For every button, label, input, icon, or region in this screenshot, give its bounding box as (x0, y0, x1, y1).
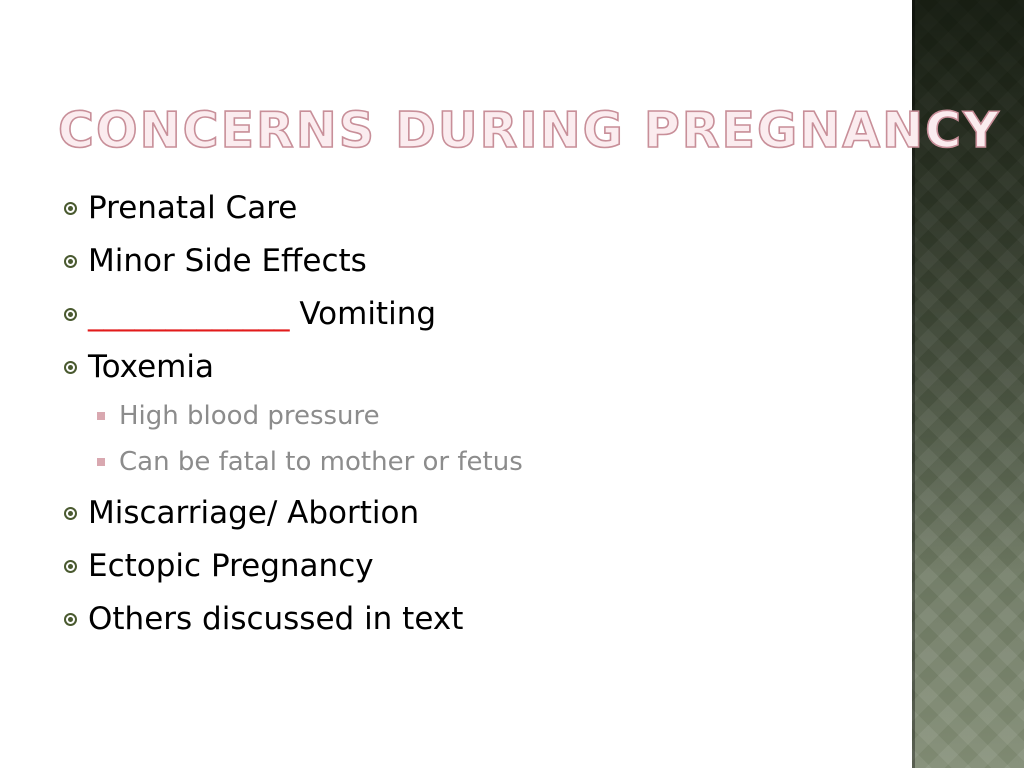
bullet-text (88, 296, 436, 332)
bullet-item (64, 597, 463, 641)
bullet-text: Miscarriage/ Abortion (88, 495, 420, 531)
sub-bullet-item (97, 398, 380, 434)
bullet-text: Prenatal Care (88, 190, 298, 226)
circled-dot-bullet-icon (64, 361, 77, 374)
square-bullet-icon (97, 458, 105, 466)
square-bullet-icon (97, 412, 105, 420)
circled-dot-bullet-icon (64, 560, 77, 573)
bullet-item (64, 345, 214, 389)
circled-dot-bullet-icon (64, 507, 77, 520)
circled-dot-bullet-icon (64, 255, 77, 268)
slide-title: CONCERNS DURING PREGNANCY (58, 102, 1001, 159)
bullet-item (64, 239, 367, 283)
bullet-item (64, 544, 374, 588)
circled-dot-bullet-icon (64, 613, 77, 626)
sub-bullet-text: Can be fatal to mother or fetus (119, 447, 523, 477)
bullet-text: Ectopic Pregnancy (88, 548, 374, 584)
circled-dot-bullet-icon (64, 202, 77, 215)
bullet-text: Others discussed in text (88, 601, 464, 637)
bullet-text-tail: Vomiting (289, 296, 437, 332)
bullet-text: Minor Side Effects (88, 243, 367, 279)
circled-dot-bullet-icon (64, 308, 77, 321)
bullet-item (64, 292, 436, 336)
sub-bullet-item (97, 444, 523, 480)
sub-bullet-text: High blood pressure (119, 401, 380, 431)
fill-in-blank: _____________ (88, 296, 290, 332)
bullet-item (64, 491, 419, 535)
bullet-text: Toxemia (88, 349, 214, 385)
bullet-item (64, 186, 297, 230)
